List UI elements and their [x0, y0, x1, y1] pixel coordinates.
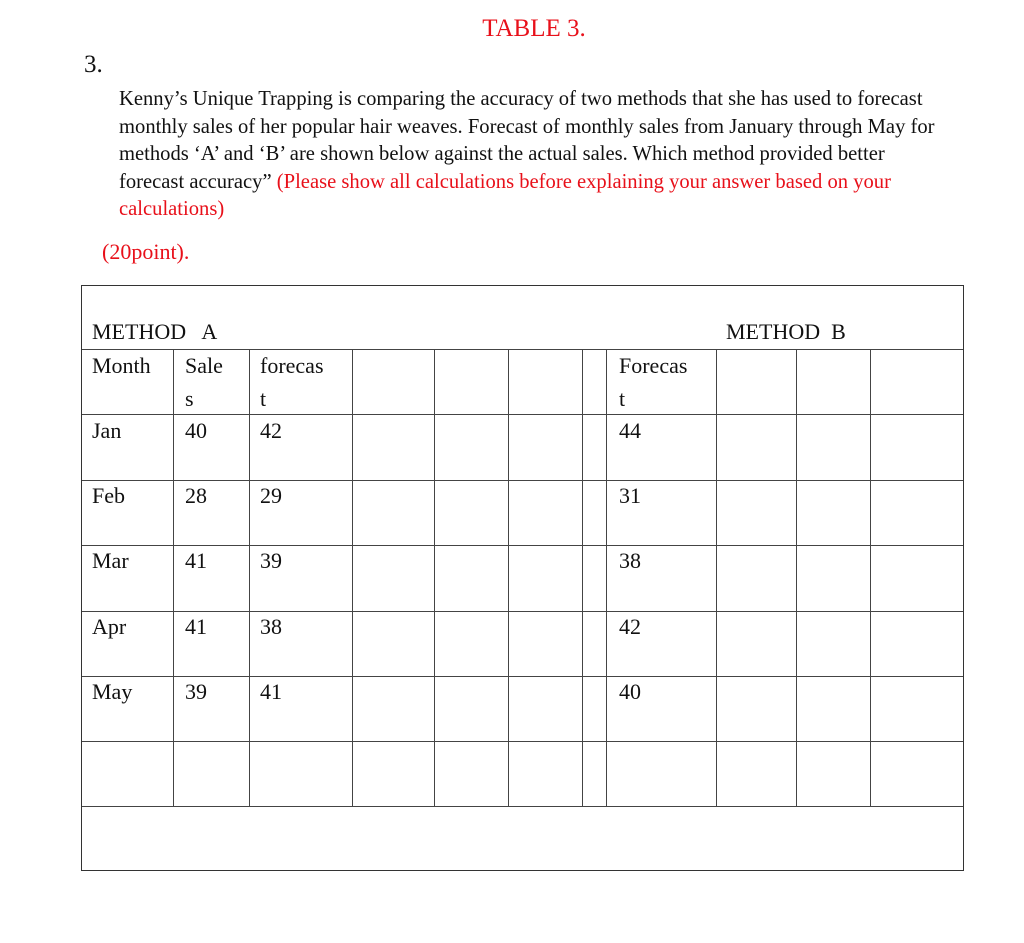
method-a-label: METHOD A — [92, 319, 218, 344]
row-forecast-b: 40 — [619, 679, 641, 704]
row-forecast-a: 29 — [260, 483, 282, 508]
header-forecast-b-cont: t — [619, 386, 626, 411]
forecast-table — [81, 285, 964, 871]
table-title: TABLE 3. — [482, 15, 586, 42]
question-text — [119, 86, 949, 224]
row-sales: 39 — [185, 679, 207, 704]
method-b-label: METHOD B — [726, 319, 846, 344]
column-rule — [716, 349, 717, 806]
row-month: Apr — [92, 614, 127, 639]
header-sales: Sale — [185, 353, 223, 378]
header-forecast-b: Forecas — [619, 353, 688, 378]
header-month: Month — [92, 353, 151, 378]
question-instruction: (Please show all calculations before explaining your answer based on your calculations) — [119, 170, 891, 221]
table-rule — [82, 741, 963, 742]
table-rule — [82, 349, 963, 350]
question-number: 3. — [84, 51, 103, 78]
row-forecast-b: 31 — [619, 483, 641, 508]
column-rule — [173, 349, 174, 806]
column-rule — [796, 349, 797, 806]
row-sales: 41 — [185, 548, 207, 573]
row-sales: 28 — [185, 483, 207, 508]
row-sales: 40 — [185, 418, 207, 443]
column-rule — [249, 349, 250, 806]
table-rule — [82, 676, 963, 677]
header-forecast-a: forecas — [260, 353, 324, 378]
header-forecast-a-cont: t — [260, 386, 267, 411]
row-forecast-a: 42 — [260, 418, 282, 443]
column-rule — [870, 349, 871, 806]
points-label: (20point). — [102, 239, 190, 264]
column-rule — [434, 349, 435, 806]
table-rule — [82, 545, 963, 546]
column-rule — [582, 349, 583, 806]
row-sales: 41 — [185, 614, 207, 639]
row-month: Feb — [92, 483, 125, 508]
question-body: Kenny’s Unique Trapping is comparing the accuracy of two methods that she has used to forecast monthly sales of her popular hair weaves. Forecast of monthly sales from January through May for methods ‘A’ and ‘B’ are shown below against the actual sales. Which method provided better forecast accuracy” — [119, 88, 935, 193]
column-rule — [508, 349, 509, 806]
row-forecast-a: 41 — [260, 679, 282, 704]
table-rule — [82, 480, 963, 481]
row-forecast-b: 42 — [619, 614, 641, 639]
column-rule — [606, 349, 607, 806]
row-month: Jan — [92, 418, 122, 443]
row-forecast-a: 39 — [260, 548, 282, 573]
table-rule — [82, 611, 963, 612]
row-month: Mar — [92, 548, 129, 573]
row-forecast-a: 38 — [260, 614, 282, 639]
row-forecast-b: 44 — [619, 418, 641, 443]
table-rule — [82, 414, 963, 415]
row-month: May — [92, 679, 133, 704]
table-rule — [82, 806, 963, 807]
column-rule — [352, 349, 353, 806]
row-forecast-b: 38 — [619, 548, 641, 573]
header-sales-cont: s — [185, 386, 194, 411]
